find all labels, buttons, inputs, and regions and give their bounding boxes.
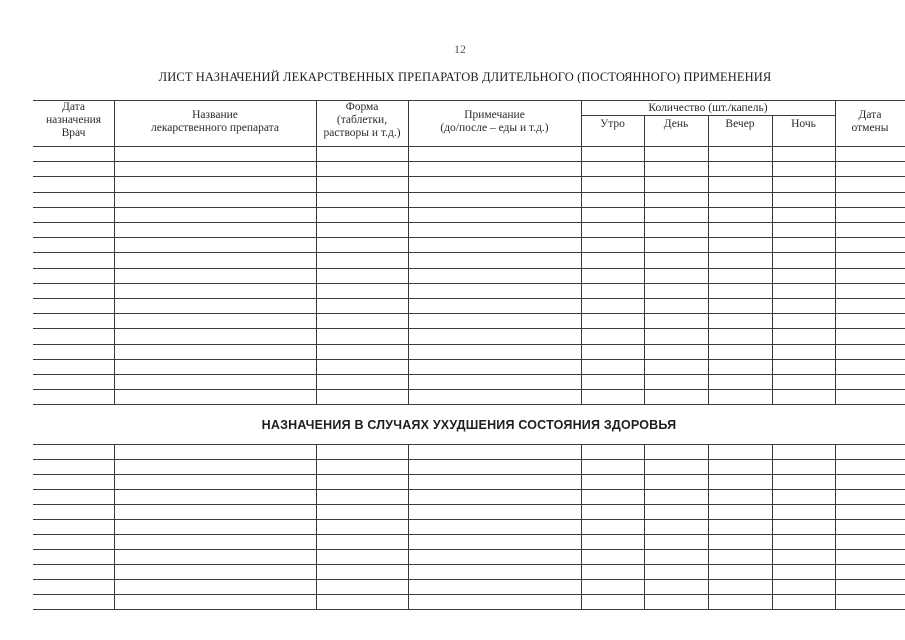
section1-row-rule [33,252,905,253]
section1-row-rule [33,237,905,238]
header-note: Примечание (до/после – еды и т.д.) [440,109,549,134]
section1-row-rule [33,359,905,360]
section2-header-rule [33,444,905,445]
column-divider [581,100,582,404]
column-divider [708,444,709,609]
section1-row-rule [33,268,905,269]
column-divider [708,115,709,404]
section2-row-rule [33,459,905,460]
column-divider [408,100,409,404]
section2-title: НАЗНАЧЕНИЯ В СЛУЧАЯХ УХУДШЕНИЯ СОСТОЯНИЯ ЗДОРОВЬЯ [261,418,677,432]
header-cancel-date: Дата отмены [851,109,889,134]
section2-row-rule [33,504,905,505]
header-day: День [663,118,689,130]
section1-row-rule [33,176,905,177]
section1-row-rule [33,222,905,223]
column-divider [644,444,645,609]
column-divider [408,444,409,609]
column-divider [316,444,317,609]
column-divider [772,115,773,404]
section2-row-rule [33,519,905,520]
section1-row-rule [33,298,905,299]
section2-row-rule [33,474,905,475]
section1-row-rule [33,192,905,193]
header-drug-name: Название лекарственного препарата [151,109,279,134]
section2-row-rule [33,549,905,550]
section1-row-rule [33,328,905,329]
prescription-table [33,100,905,610]
column-divider [835,444,836,609]
column-divider [644,115,645,404]
section2-row-rule [33,579,905,580]
section1-row-rule [33,374,905,375]
section1-row-rule [33,344,905,345]
header-bottom-rule [33,146,905,147]
header-night: Ночь [791,118,816,130]
document-title: ЛИСТ НАЗНАЧЕНИЙ ЛЕКАРСТВЕННЫХ ПРЕПАРАТОВ ДЛИТЕЛЬНОГО (ПОСТОЯННОГО) ПРИМЕНЕНИЯ [158,70,772,84]
section1-row-rule [33,404,905,405]
section2-row-rule [33,489,905,490]
column-divider [772,444,773,609]
column-divider [835,100,836,404]
section2-row-rule [33,564,905,565]
section2-row-rule [33,594,905,595]
column-divider [581,444,582,609]
section1-row-rule [33,313,905,314]
header-date-doctor: Дата назначения Врач [45,101,102,139]
section1-row-rule [33,161,905,162]
section1-row-rule [33,207,905,208]
section2-row-rule [33,534,905,535]
page-number: 12 [454,42,466,56]
column-divider [114,444,115,609]
table-top-border [33,100,905,101]
section2-row-rule [33,609,905,610]
header-form: Форма (таблетки, растворы и т.д.) [323,101,401,139]
header-quantity: Количество (шт./капель) [648,102,768,114]
header-morning: Утро [600,118,625,130]
column-divider [114,100,115,404]
section1-row-rule [33,283,905,284]
section1-row-rule [33,389,905,390]
column-divider [316,100,317,404]
header-evening: Вечер [725,118,755,130]
